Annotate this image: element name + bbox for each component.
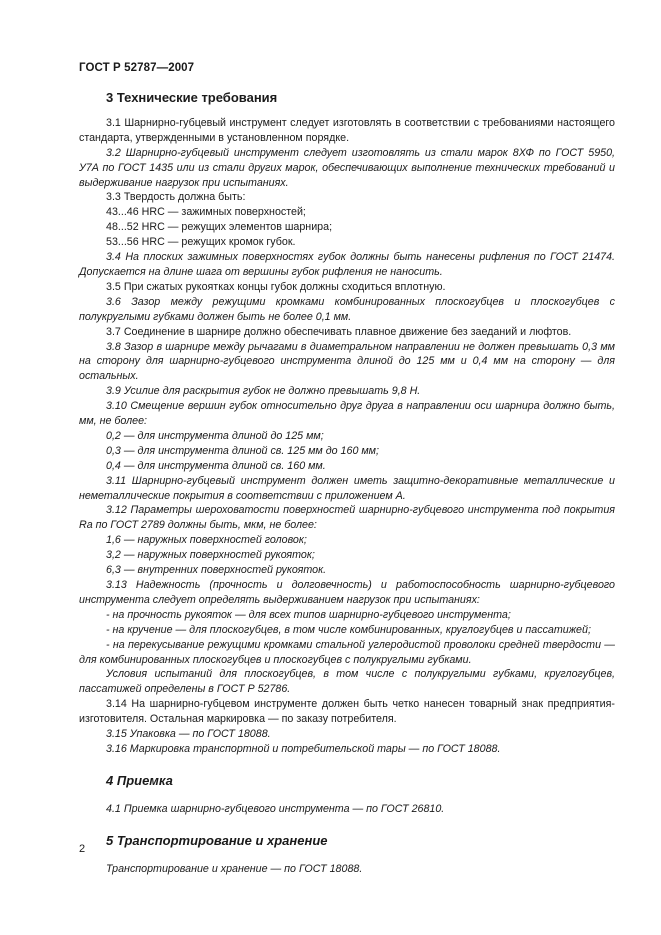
clause-4-1: 4.1 Приемка шарнирно-губцевого инструмента — по ГОСТ 26810. xyxy=(106,802,445,815)
hardness-item: 53...56 HRC — режущих кромок губок. xyxy=(106,236,296,249)
roughness-item: 1,6 — наружных поверхностей головок; xyxy=(106,534,307,547)
clause-3-13: 3.13 Надежность (прочность и долговечность) и работоспособность шарнирно-губцевого инструмента следует определять выдерживанием нагрузок при испытаниях: xyxy=(79,579,615,606)
clause-3-9: 3.9 Усилие для раскрытия губок не должно превышать 9,8 Н. xyxy=(106,385,421,398)
document-code-header: ГОСТ Р 52787—2007 xyxy=(79,62,195,74)
section-4-heading: 4 Приемка xyxy=(106,772,173,788)
test-item: - на кручение — для плоскогубцев, в том числе комбинированных, круглогубцев и пассатижей; xyxy=(106,623,591,636)
section-3-heading: 3 Технические требования xyxy=(106,90,278,105)
clause-3-16: 3.16 Маркировка транспортной и потребительской тары — по ГОСТ 18088. xyxy=(106,742,501,755)
clause-3-15: 3.15 Упаковка — по ГОСТ 18088. xyxy=(106,728,271,741)
page-number: 2 xyxy=(79,843,86,855)
offset-item: 0,4 — для инструмента длиной св. 160 мм. xyxy=(106,459,326,472)
clause-5-text: Транспортирование и хранение — по ГОСТ 18088. xyxy=(106,862,363,875)
test-item: - на прочность рукояток — для всех типов шарнирно-губцевого инструмента; xyxy=(106,608,511,621)
clause-3-5: 3.5 При сжатых рукоятках концы губок должны сходиться вплотную. xyxy=(106,280,446,293)
clause-3-11: 3.11 Шарнирно-губцевый инструмент должен иметь защитно-декоративные металлические и неметаллические покрытия в соответствии с приложением А. xyxy=(79,474,615,502)
test-item: - на перекусывание режущими кромками стальной углеродистой проволоки средней твердости — для комбинированных плоскогубцев и плоскогубцев с полукруглыми губками. xyxy=(79,638,615,666)
offset-item: 0,3 — для инструмента длиной св. 125 мм до 160 мм; xyxy=(106,444,379,457)
clause-3-1: 3.1 Шарнирно-губцевый инструмент следует изготовлять в соответствии с требованиями настоящего стандарта, утвержденными в установленном порядке. xyxy=(79,116,615,144)
clause-3-4: 3.4 На плоских зажимных поверхностях губок должны быть нанесены рифления по ГОСТ 21474. Допускается на длине шага от вершины губок рифления не наносить. xyxy=(79,251,615,278)
clause-3-8: 3.8 Зазор в шарнире между рычагами в диаметральном направлении не должен превышать 0,3 мм на сторону для шарнирно-губцевого инструмента длиной до 125 мм и 0,4 мм на сторону — для остальных. xyxy=(79,340,615,383)
roughness-item: 3,2 — наружных поверхностей рукояток; xyxy=(106,549,315,562)
section-5-heading: 5 Транспортирование и хранение xyxy=(106,832,328,848)
clause-3-3: 3.3 Твердость должна быть: xyxy=(106,191,246,204)
clause-3-14: 3.14 На шарнирно-губцевом инструменте должен быть четко нанесен товарный знак предприятия-изготовителя. Остальная маркировка — по заказу потребителя. xyxy=(79,698,615,726)
clause-3-6: 3.6 Зазор между режущими кромками комбинированных плоскогубцев и плоскогубцев с полукруглыми губками должен быть не более 0,1 мм. xyxy=(79,295,615,323)
clause-3-7: 3.7 Соединение в шарнире должно обеспечивать плавное движение без заеданий и люфтов. xyxy=(106,325,572,338)
offset-item: 0,2 — для инструмента длиной до 125 мм; xyxy=(106,429,324,442)
hardness-item: 43...46 HRC — зажимных поверхностей; xyxy=(106,206,306,219)
roughness-item: 6,3 — внутренних поверхностей рукояток. xyxy=(106,564,327,577)
clause-3-2: 3.2 Шарнирно-губцевый инструмент следует изготовлять из стали марок 8ХФ по ГОСТ 5950, У7А по ГОСТ 1435 или из стали других марок, обеспечивающих выполнение технических требований и выдерживание нагрузок при испытаниях. xyxy=(79,146,615,189)
hardness-item: 48...52 HRC — режущих элементов шарнира; xyxy=(106,221,333,234)
clause-3-12: 3.12 Параметры шероховатости поверхностей шарнирно-губцевого инструмента под покрытия Ra по ГОСТ 2789 должны быть, мкм, не более: xyxy=(79,504,615,532)
clause-3-10: 3.10 Смещение вершин губок относительно друг друга в направлении оси шарнира должно быть, мм, не более: xyxy=(79,400,615,428)
document-body xyxy=(79,89,615,877)
test-conditions: Условия испытаний для плоскогубцев, в том числе с полукруглыми губками, круглогубцев, пассатижей определены в ГОСТ Р 52786. xyxy=(79,668,615,696)
